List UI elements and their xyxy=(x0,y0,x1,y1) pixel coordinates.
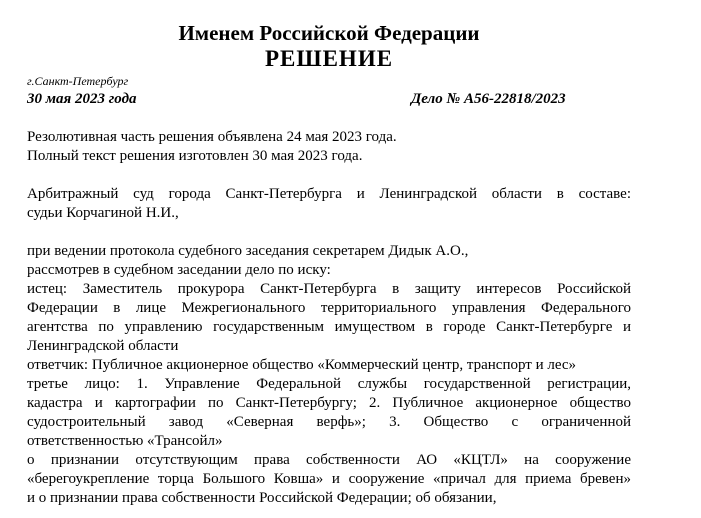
decision-date: 30 мая 2023 года xyxy=(27,91,137,107)
body-line: Ленинградской области xyxy=(27,338,179,354)
body-line: кадастра и картографии по Санкт-Петербургу; 2. Публичное акционерное общество xyxy=(27,395,631,411)
court-composition-line: Арбитражный суд города Санкт-Петербурга и Ленинградской области в составе: xyxy=(27,186,631,202)
document-title: РЕШЕНИЕ xyxy=(264,46,394,71)
document-heading: Именем Российской Федерации xyxy=(178,21,480,45)
body-line: агентства по управлению государственным имуществом в городе Санкт-Петербурге и xyxy=(27,319,631,335)
full-text-made: Полный текст решения изготовлен 30 мая 2023 года. xyxy=(27,148,363,164)
body-line: третье лицо: 1. Управление Федеральной службы государственной регистрации, xyxy=(27,376,631,392)
body-line: истец: Заместитель прокурора Санкт-Петербурга в защиту интересов Российской xyxy=(27,281,631,297)
resolution-announced: Резолютивная часть решения объявлена 24 мая 2023 года. xyxy=(27,129,397,145)
body-line: Федерации в лице Межрегионального территориального управления Федерального xyxy=(27,300,631,316)
body-line: ответчик: Публичное акционерное общество «Коммерческий центр, транспорт и лес» xyxy=(27,357,577,373)
body-line: рассмотрев в судебном заседании дело по иску: xyxy=(27,262,331,278)
body-line: при ведении протокола судебного заседания секретарем Дидык А.О., xyxy=(27,243,469,259)
body-line: ответственностью «Трансойл» xyxy=(27,433,223,449)
body-line: «берегоукрепление торца Большого Ковша» и сооружение «причал для приема бревен» xyxy=(27,471,631,487)
city: г.Санкт-Петербург xyxy=(27,74,129,88)
judge-name: судьи Корчагиной Н.И., xyxy=(27,205,179,221)
body-line: судостроительный завод «Северная верфь»; 3. Общество с ограниченной xyxy=(27,414,631,430)
body-line: и о признании права собственности Российской Федерации; об обязании, xyxy=(27,490,497,506)
case-number: Дело № А56-22818/2023 xyxy=(411,91,566,107)
body-line: о признании отсутствующим права собственности АО «КЦТЛ» на сооружение xyxy=(27,452,631,468)
